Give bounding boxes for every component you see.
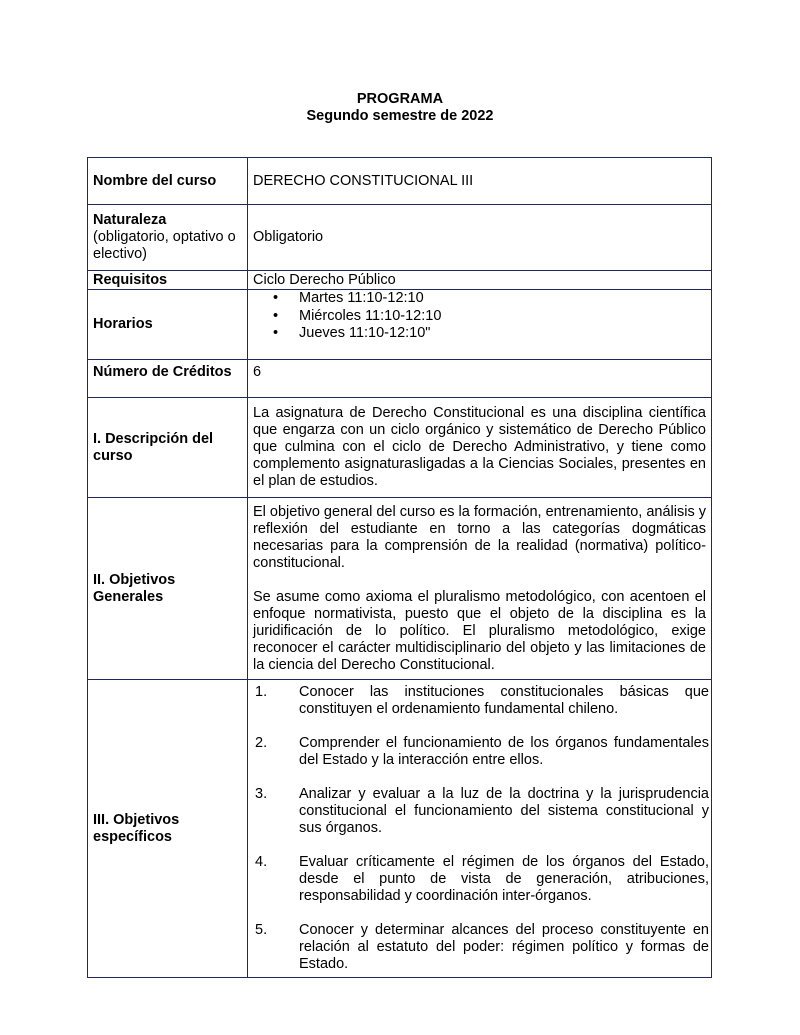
value-requisitos: Ciclo Derecho Público [248, 271, 712, 290]
value-creditos: 6 [248, 360, 712, 398]
objective-text: Evaluar críticamente el régimen de los órganos del Estado, desde el punto de vista de generación, atribuciones, responsabilidad y coordinación inter-órganos. [299, 854, 709, 904]
label-nombre: Nombre del curso [88, 158, 248, 205]
objective-number: 3. [255, 786, 268, 802]
value-nombre: DERECHO CONSTITUCIONAL III [248, 158, 712, 205]
row-naturaleza [88, 205, 712, 271]
label-naturaleza-sub: (obligatorio, optativo o electivo) [93, 229, 236, 262]
label-descripcion: I. Descripción del curso [88, 398, 248, 498]
general-objective-paragraph: El objetivo general del curso es la formación, entrenamiento, análisis y reflexión del estudiante en torno a las categorías dogmáticas necesarias para la comprensión de la realidad (normativa) político-constitucional. [253, 503, 706, 571]
label-requisitos: Requisitos [88, 271, 248, 290]
objective-number: 2. [255, 735, 268, 751]
specific-objectives-list [253, 684, 709, 973]
objective-text: Comprender el funcionamiento de los órganos fundamentales del Estado y la interacción entre ellos. [299, 735, 709, 768]
row-descripcion [88, 398, 712, 498]
general-objective-paragraph: Se asume como axioma el pluralismo metodológico, con acentoen el enfoque normativista, puesto que el objeto de la disciplina es la juridificación de lo político. El pluralismo metodológico, exige reconocer el carácter multidisciplinario del objeto y las limitaciones de la ciencia del Derecho Constitucional. [253, 588, 706, 673]
row-horarios [88, 290, 712, 360]
label-naturaleza [88, 205, 248, 271]
row-objetivos-generales [88, 498, 712, 680]
value-objetivos-generales [248, 498, 712, 680]
label-creditos: Número de Créditos [88, 360, 248, 398]
specific-objective-item [253, 735, 709, 769]
row-nombre [88, 158, 712, 205]
schedule-item: • Martes 11:10-12:10 [299, 290, 706, 308]
objective-number: 4. [255, 854, 268, 870]
value-descripcion: La asignatura de Derecho Constitucional es una disciplina científica que engarza con un ciclo orgánico y sistemático de Derecho Público que culmina con el ciclo de Derecho Administrativo, y tiene como complemento asignaturasligadas a la Ciencias Sociales, presentes en el plan de estudios. [248, 398, 712, 498]
program-table [87, 157, 712, 978]
value-naturaleza: Obligatorio [248, 205, 712, 271]
objective-text: Conocer las instituciones constitucionales básicas que constituyen el ordenamiento fundamental chileno. [299, 684, 709, 717]
label-objetivos-generales: II. Objetivos Generales [88, 498, 248, 680]
row-creditos [88, 360, 712, 398]
label-objetivos-especificos: III. Objetivos específicos [88, 680, 248, 978]
schedule-list [253, 290, 706, 343]
label-horarios: Horarios [88, 290, 248, 360]
specific-objective-item [253, 854, 709, 905]
specific-objective-item [253, 922, 709, 973]
objective-number: 5. [255, 922, 268, 938]
specific-objective-item [253, 786, 709, 837]
objective-number: 1. [255, 684, 268, 700]
specific-objective-item [253, 684, 709, 718]
row-objetivos-especificos [88, 680, 712, 978]
objective-text: Conocer y determinar alcances del proceso constituyente en relación al estatuto del poder: régimen político y formas de Estado. [299, 922, 709, 972]
row-requisitos [88, 271, 712, 290]
semester-subtitle: Segundo semestre de 2022 [306, 108, 494, 124]
program-title: PROGRAMA [356, 91, 444, 107]
label-naturaleza-title: Naturaleza [93, 212, 167, 228]
objective-text: Analizar y evaluar a la luz de la doctrina y la jurisprudencia constitucional el funcionamiento del sistema constitucional y sus órganos. [299, 786, 709, 836]
schedule-item: • Miércoles 11:10-12:10 [299, 308, 706, 326]
value-horarios [248, 290, 712, 360]
document-heading [0, 91, 800, 125]
value-objetivos-especificos [248, 680, 712, 978]
schedule-item: • Jueves 11:10-12:10" [299, 325, 706, 343]
